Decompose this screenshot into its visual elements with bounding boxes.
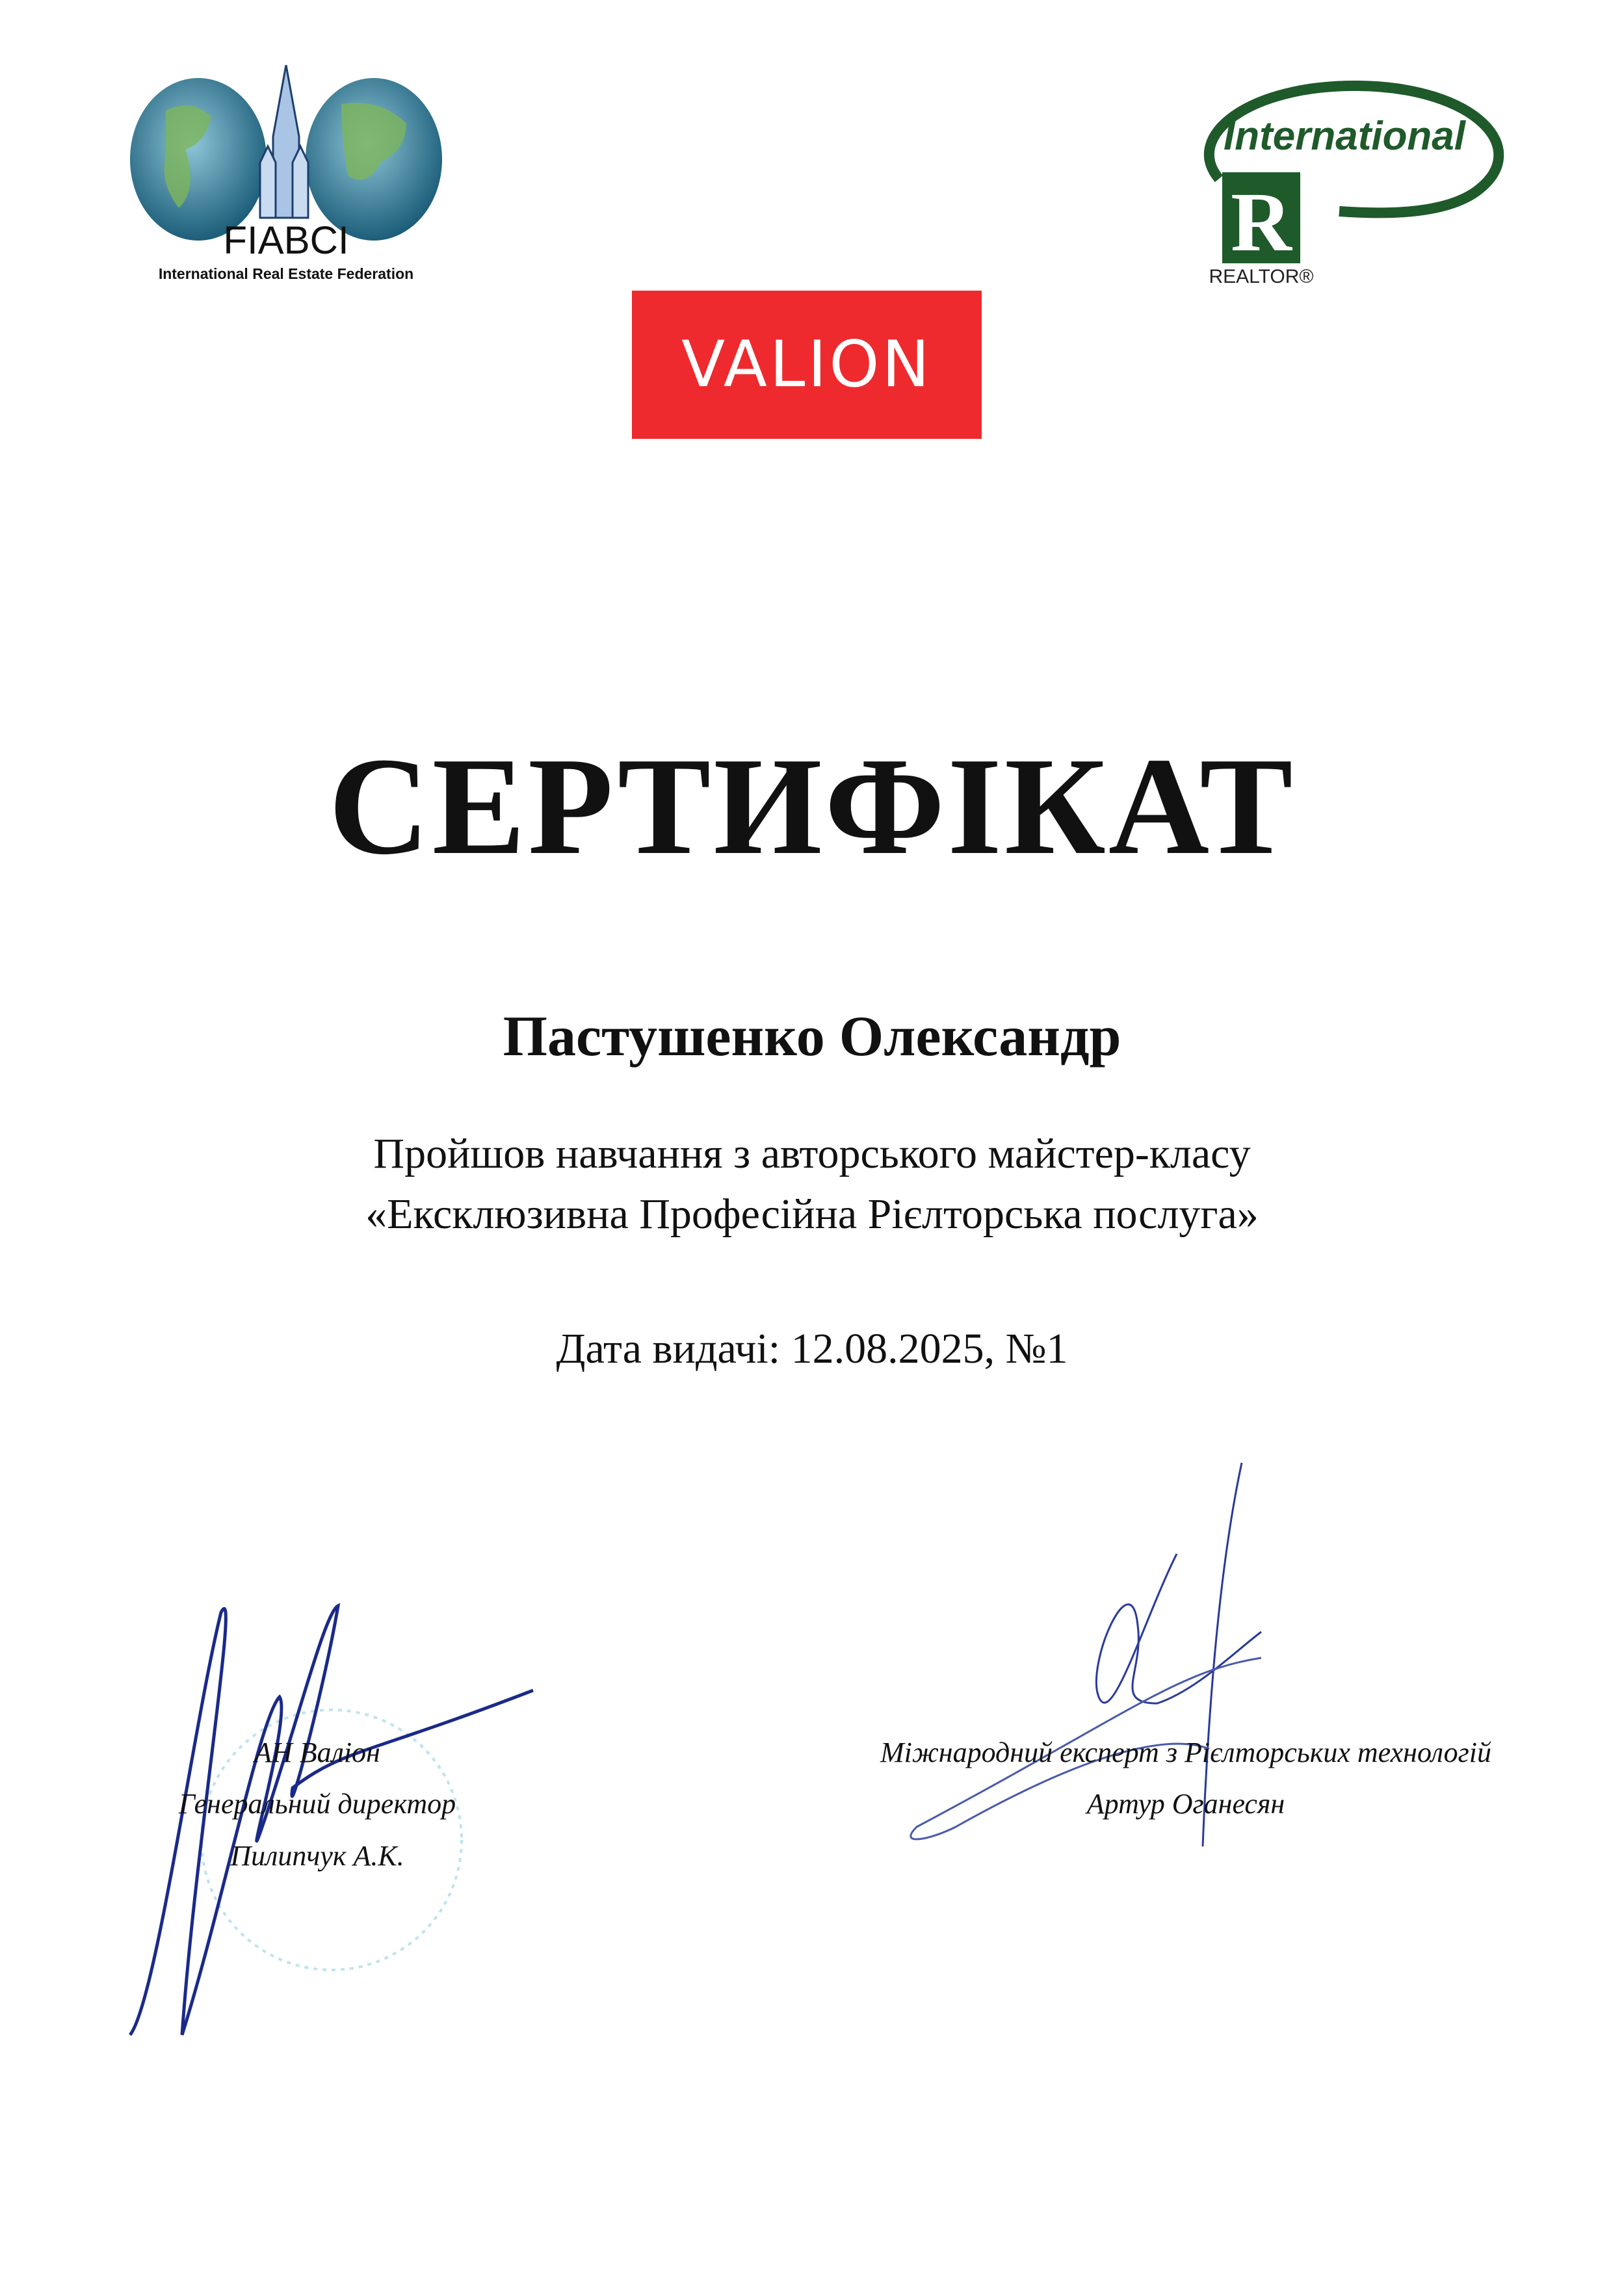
- fiabci-logo-subtitle: International Real Estate Federation: [158, 265, 414, 282]
- left-signatory-position: Генеральний директор: [178, 1788, 456, 1820]
- issue-date: Дата видачі: 12.08.2025, №1: [556, 1325, 1068, 1372]
- international-realtor-logo: [1170, 78, 1512, 286]
- recipient-name: Пастушенко Олександр: [503, 1005, 1121, 1068]
- course-description: Пройшов навчання з авторського майстер-класу: [373, 1130, 1251, 1177]
- right-signatory-position: Міжнародний експерт з Рієлторських технологій: [880, 1737, 1491, 1768]
- fiabci-logo-text: FIABCI: [223, 218, 349, 262]
- international-text: International: [1223, 114, 1466, 159]
- certificate-title: СЕРТИФІКАТ: [328, 728, 1296, 884]
- right-signatory-name: Артур Оганесян: [1086, 1788, 1285, 1820]
- left-signatory-name: Пилипчук А.К.: [230, 1840, 404, 1872]
- course-title: «Ексклюзивна Професійна Рієлторська послуга»: [365, 1190, 1259, 1238]
- realtor-caption: REALTOR®: [1209, 266, 1314, 286]
- left-signatory-org: АН Валіон: [254, 1737, 380, 1768]
- valion-logo: VALION: [632, 291, 982, 439]
- realtor-r-mark: R: [1231, 176, 1292, 269]
